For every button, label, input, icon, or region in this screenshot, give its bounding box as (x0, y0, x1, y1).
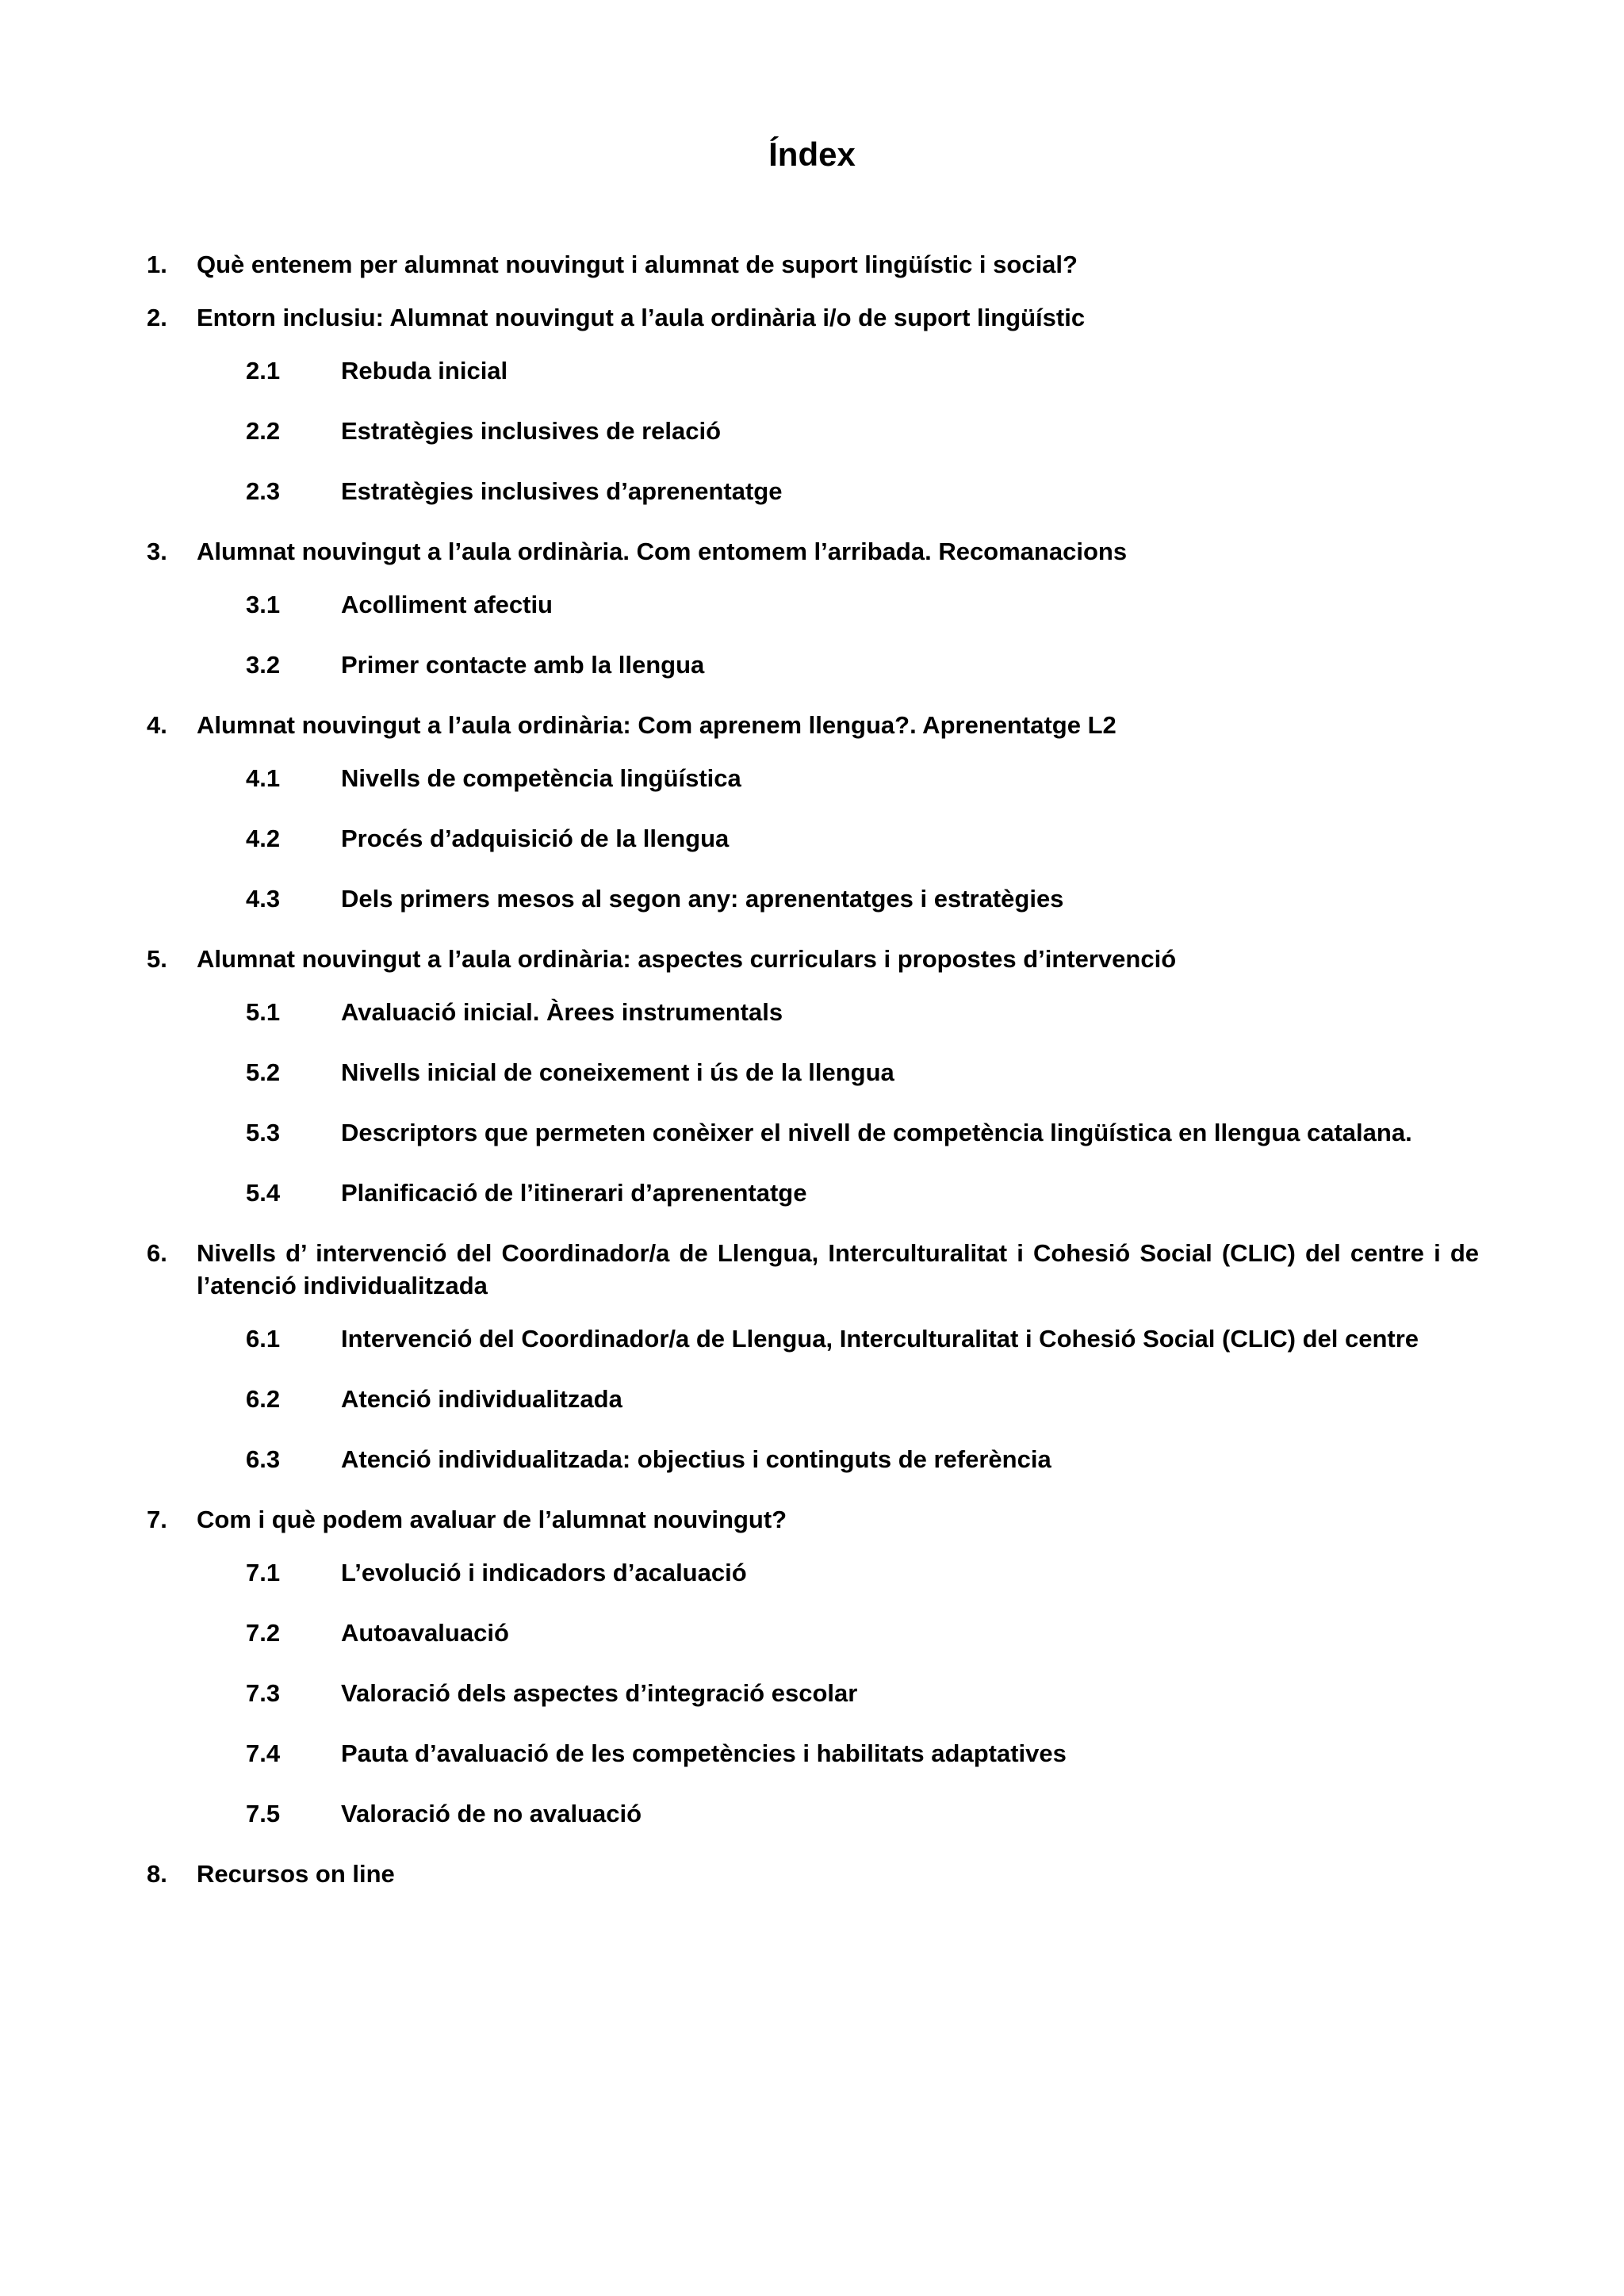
toc-text: Nivells de competència lingüística (341, 764, 741, 792)
toc-number: 7.2 (246, 1619, 281, 1647)
toc-entry-7-1 (147, 1556, 1479, 1589)
toc-text: Intervenció del Coordinador/a de Llengua, Interculturalitat i Cohesió Social (CLIC) del centre (341, 1325, 1419, 1353)
toc-number: 4. (147, 711, 167, 739)
toc-entry-3-2 (147, 649, 1479, 681)
toc-number: 6. (147, 1239, 167, 1267)
toc-text: Acolliment afectiu (341, 591, 553, 618)
toc-text: Atenció individualitzada (341, 1385, 622, 1413)
toc-text: Procés d’adquisició de la llengua (341, 825, 730, 852)
toc-entry-2 (147, 301, 1479, 334)
toc-text: Entorn inclusiu: Alumnat nouvingut a l’aula ordinària i/o de suport lingüístic (197, 304, 1086, 331)
toc-number: 2.2 (246, 417, 281, 445)
toc-text: Autoavaluació (341, 1619, 509, 1647)
toc-text: Estratègies inclusives de relació (341, 417, 722, 445)
toc-number: 4.1 (246, 764, 281, 792)
toc-entry-2-2 (147, 415, 1479, 447)
toc-number: 4.3 (246, 885, 281, 913)
toc-entry-6-2 (147, 1383, 1479, 1415)
toc-number: 5.1 (246, 998, 281, 1026)
toc-entry-4-1 (147, 762, 1479, 794)
toc-text: Què entenem per alumnat nouvingut i alumnat de suport lingüístic i social? (197, 251, 1078, 278)
toc-number: 5.2 (246, 1058, 281, 1086)
toc-entry-5-2 (147, 1056, 1479, 1089)
toc-number: 7.5 (246, 1800, 281, 1827)
toc-text: Primer contacte amb la llengua (341, 651, 705, 679)
toc-number: 3.2 (246, 651, 281, 679)
toc-number: 7.3 (246, 1679, 281, 1707)
toc-text: Valoració dels aspectes d’integració escolar (341, 1679, 858, 1707)
toc-entry-7-3 (147, 1677, 1479, 1709)
toc-entry-5-1 (147, 996, 1479, 1028)
toc-entry-4 (147, 709, 1479, 741)
toc-text: Pauta d’avaluació de les competències i habilitats adaptatives (341, 1739, 1067, 1767)
toc-number: 2.1 (246, 357, 281, 385)
toc-entry-7-5 (147, 1797, 1479, 1830)
toc-entry-2-1 (147, 354, 1479, 387)
toc-number: 1. (147, 251, 167, 278)
toc-text: L’evolució i indicadors d’acaluació (341, 1559, 747, 1586)
toc-number: 3.1 (246, 591, 281, 618)
toc-number: 2.3 (246, 477, 281, 505)
toc-entry-4-3 (147, 882, 1479, 915)
toc-text: Dels primers mesos al segon any: aprenentatges i estratègies (341, 885, 1064, 913)
toc-entry-6 (147, 1237, 1479, 1302)
toc-number: 7.4 (246, 1739, 281, 1767)
toc-number: 6.1 (246, 1325, 281, 1353)
toc-number: 8. (147, 1860, 167, 1888)
toc-number: 5. (147, 945, 167, 973)
toc-entry-7-4 (147, 1737, 1479, 1770)
toc-text: Alumnat nouvingut a l’aula ordinària: aspectes curriculars i propostes d’intervenció (197, 945, 1177, 973)
toc-entry-1 (147, 248, 1479, 281)
toc-text: Com i què podem avaluar de l’alumnat nouvingut? (197, 1506, 787, 1533)
toc-text: Rebuda inicial (341, 357, 508, 385)
toc-entry-3-1 (147, 588, 1479, 621)
toc-number: 7. (147, 1506, 167, 1533)
toc-entry-5-4 (147, 1177, 1479, 1209)
toc-text: Atenció individualitzada: objectius i continguts de referència (341, 1445, 1051, 1473)
toc-entry-8 (147, 1858, 1479, 1890)
table-of-contents (147, 248, 1479, 1911)
toc-text: Descriptors que permeten conèixer el nivell de competència lingüística en llengua catalana. (341, 1119, 1412, 1146)
toc-text: Nivells d’ intervenció del Coordinador/a de Llengua, Interculturalitat i Cohesió Social (CLIC) del centre i de l’atenció individualitzada (197, 1239, 1479, 1299)
toc-text: Avaluació inicial. Àrees instrumentals (341, 998, 783, 1026)
toc-entry-7 (147, 1503, 1479, 1536)
toc-entry-2-3 (147, 475, 1479, 507)
toc-number: 5.4 (246, 1179, 281, 1207)
toc-number: 3. (147, 538, 167, 565)
toc-number: 7.1 (246, 1559, 281, 1586)
toc-number: 5.3 (246, 1119, 281, 1146)
toc-entry-6-3 (147, 1443, 1479, 1475)
toc-entry-7-2 (147, 1617, 1479, 1649)
toc-number: 6.2 (246, 1385, 281, 1413)
toc-text: Valoració de no avaluació (341, 1800, 642, 1827)
toc-number: 2. (147, 304, 167, 331)
toc-text: Recursos on line (197, 1860, 395, 1888)
page-title: Índex (768, 136, 856, 173)
toc-entry-3 (147, 535, 1479, 568)
toc-entry-6-1 (147, 1322, 1479, 1355)
toc-text: Planificació de l’itinerari d’aprenentatge (341, 1179, 807, 1207)
toc-number: 4.2 (246, 825, 281, 852)
toc-entry-5-3 (147, 1116, 1479, 1149)
toc-text: Alumnat nouvingut a l’aula ordinària: Com aprenem llengua?. Aprenentatge L2 (197, 711, 1116, 739)
toc-number: 6.3 (246, 1445, 281, 1473)
toc-text: Alumnat nouvingut a l’aula ordinària. Com entomem l’arribada. Recomanacions (197, 538, 1128, 565)
toc-text: Nivells inicial de coneixement i ús de la llengua (341, 1058, 894, 1086)
toc-entry-5 (147, 943, 1479, 975)
toc-entry-4-2 (147, 822, 1479, 855)
toc-text: Estratègies inclusives d’aprenentatge (341, 477, 783, 505)
